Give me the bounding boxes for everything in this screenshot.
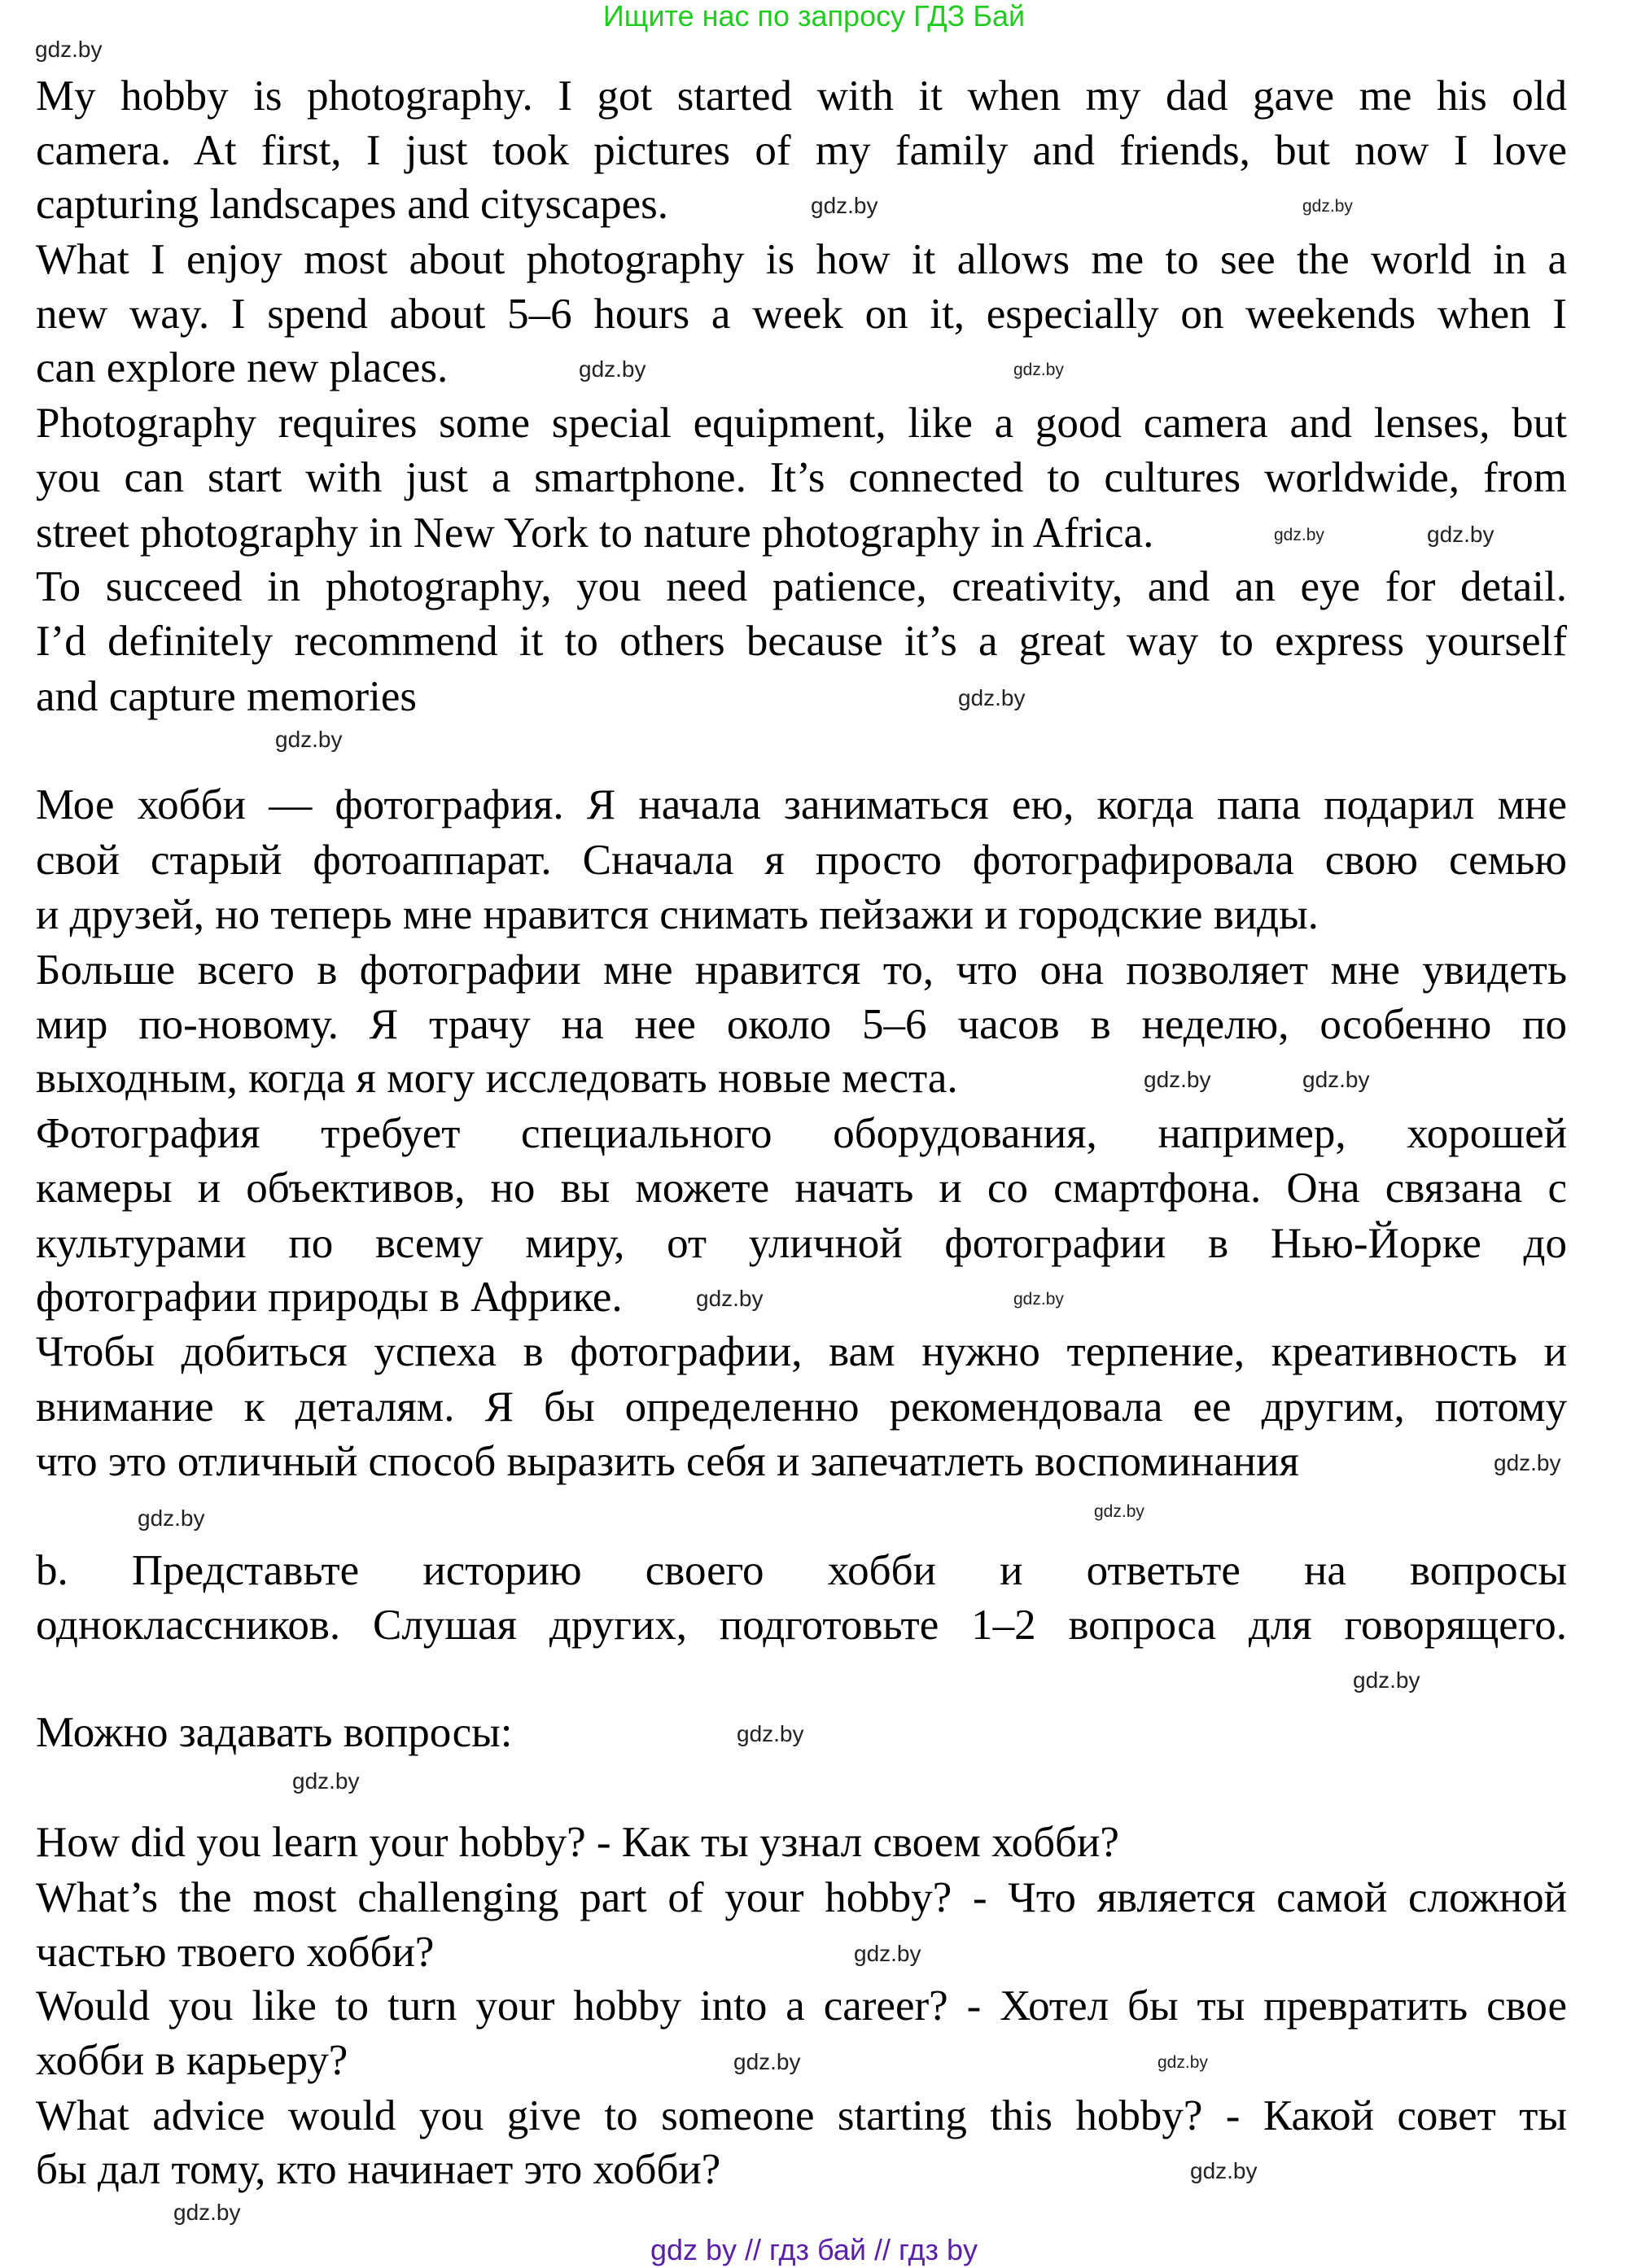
watermark-label: gdz.by — [1094, 1502, 1144, 1521]
questions-line: Would you like to turn your hobby into a career? - Хотел бы ты превратить свое — [36, 1982, 1567, 2030]
russian-text-line: Мое хобби — фотография. Я начала заниматься ею, когда папа подарил мне — [36, 781, 1567, 828]
russian-text-line: внимание к деталям. Я бы определенно рекомендовала ее другим, потому — [36, 1383, 1567, 1431]
russian-text-line: Чтобы добиться успеха в фотографии, вам нужно терпение, креативность и — [36, 1328, 1567, 1375]
watermark-label: gdz.by — [173, 2200, 241, 2225]
questions-line: What’s the most challenging part of your hobby? - Что является самой сложной — [36, 1874, 1567, 1921]
watermark-label: gdz.by — [1144, 1067, 1211, 1092]
watermark-label: gdz.by — [854, 1941, 921, 1966]
watermark-label: gdz.by — [35, 37, 103, 62]
questions-line: What advice would you give to someone starting this hobby? - Какой совет ты — [36, 2092, 1567, 2139]
russian-text-line: что это отличный способ выразить себя и запечатлеть воспоминания — [36, 1438, 1299, 1485]
russian-text-line: культурами по всему миру, от уличной фотографии в Нью-Йорке до — [36, 1220, 1567, 1267]
footer-banner: gdz by // гдз бай // гдз by — [650, 2233, 978, 2266]
russian-text-line: выходным, когда я могу исследовать новые места. — [36, 1055, 958, 1102]
questions-intro-line: Можно задавать вопросы: — [36, 1709, 513, 1756]
questions-line: хобби в карьеру? — [36, 2037, 348, 2084]
russian-text-line: Фотография требует специального оборудования, например, хорошей — [36, 1110, 1567, 1157]
english-text-line: camera. At first, I just took pictures of my family and friends, but now I love — [36, 127, 1567, 174]
watermark-label: gdz.by — [1013, 361, 1064, 379]
russian-text-line: мир по-новому. Я трачу на нее около 5–6 часов в неделю, особенно по — [36, 1001, 1567, 1048]
russian-text-line: и друзей, но теперь мне нравится снимать пейзажи и городские виды. — [36, 891, 1319, 938]
english-text-line: I’d definitely recommend it to others because it’s a great way to express yourself — [36, 618, 1567, 665]
task-b-line: b. Представьте историю своего хобби и ответьте на вопросы — [36, 1547, 1567, 1594]
watermark-label: gdz.by — [696, 1286, 764, 1311]
english-text-line: Photography requires some special equipment, like a good camera and lenses, but — [36, 400, 1567, 447]
english-text-line: capturing landscapes and cityscapes. — [36, 181, 669, 228]
watermark-label: gdz.by — [1190, 2158, 1258, 2183]
watermark-label: gdz.by — [1274, 526, 1324, 544]
watermark-label: gdz.by — [1158, 2053, 1208, 2072]
watermark-label: gdz.by — [292, 1768, 360, 1794]
watermark-label: gdz.by — [958, 685, 1026, 710]
watermark-label: gdz.by — [1302, 1067, 1370, 1092]
questions-line: How did you learn your hobby? - Как ты узнал своем хобби? — [36, 1819, 1119, 1866]
watermark-label: gdz.by — [1302, 197, 1353, 216]
english-text-line: can explore new places. — [36, 344, 449, 391]
header-banner: Ищите нас по запросу ГДЗ Бай — [602, 0, 1026, 33]
watermark-label: gdz.by — [733, 2049, 801, 2074]
english-text-line: new way. I spend about 5–6 hours a week on it, especially on weekends when I — [36, 291, 1567, 338]
english-text-line: What I enjoy most about photography is how it allows me to see the world in a — [36, 236, 1567, 283]
russian-text-line: фотографии природы в Африке. — [36, 1274, 623, 1321]
russian-text-line: камеры и объективов, но вы можете начать и со смартфона. Она связана с — [36, 1165, 1567, 1212]
watermark-label: gdz.by — [1427, 522, 1495, 547]
watermark-label: gdz.by — [1353, 1667, 1420, 1693]
watermark-label: gdz.by — [579, 356, 646, 382]
english-text-line: you can start with just a smartphone. It’s connected to cultures worldwide, from — [36, 454, 1567, 501]
task-b-line: одноклассников. Слушая других, подготовьте 1–2 вопроса для говорящего. — [36, 1602, 1567, 1649]
english-text-line: To succeed in photography, you need patience, creativity, and an eye for detail. — [36, 563, 1567, 610]
english-text-line: and capture memories — [36, 673, 417, 720]
questions-line: бы дал тому, кто начинает это хобби? — [36, 2146, 721, 2193]
watermark-label: gdz.by — [737, 1721, 804, 1746]
watermark-label: gdz.by — [275, 727, 343, 752]
russian-text-line: Больше всего в фотографии мне нравится то, что она позволяет мне увидеть — [36, 946, 1567, 994]
english-text-line: street photography in New York to nature photography in Africa. — [36, 509, 1154, 557]
watermark-label: gdz.by — [1494, 1450, 1561, 1475]
watermark-label: gdz.by — [1013, 1290, 1064, 1309]
watermark-label: gdz.by — [138, 1505, 205, 1531]
english-text-line: My hobby is photography. I got started with it when my dad gave me his old — [36, 72, 1567, 120]
russian-text-line: свой старый фотоаппарат. Сначала я просто фотографировала свою семью — [36, 837, 1567, 884]
watermark-label: gdz.by — [811, 193, 878, 218]
questions-line: частью твоего хобби? — [36, 1929, 435, 1976]
